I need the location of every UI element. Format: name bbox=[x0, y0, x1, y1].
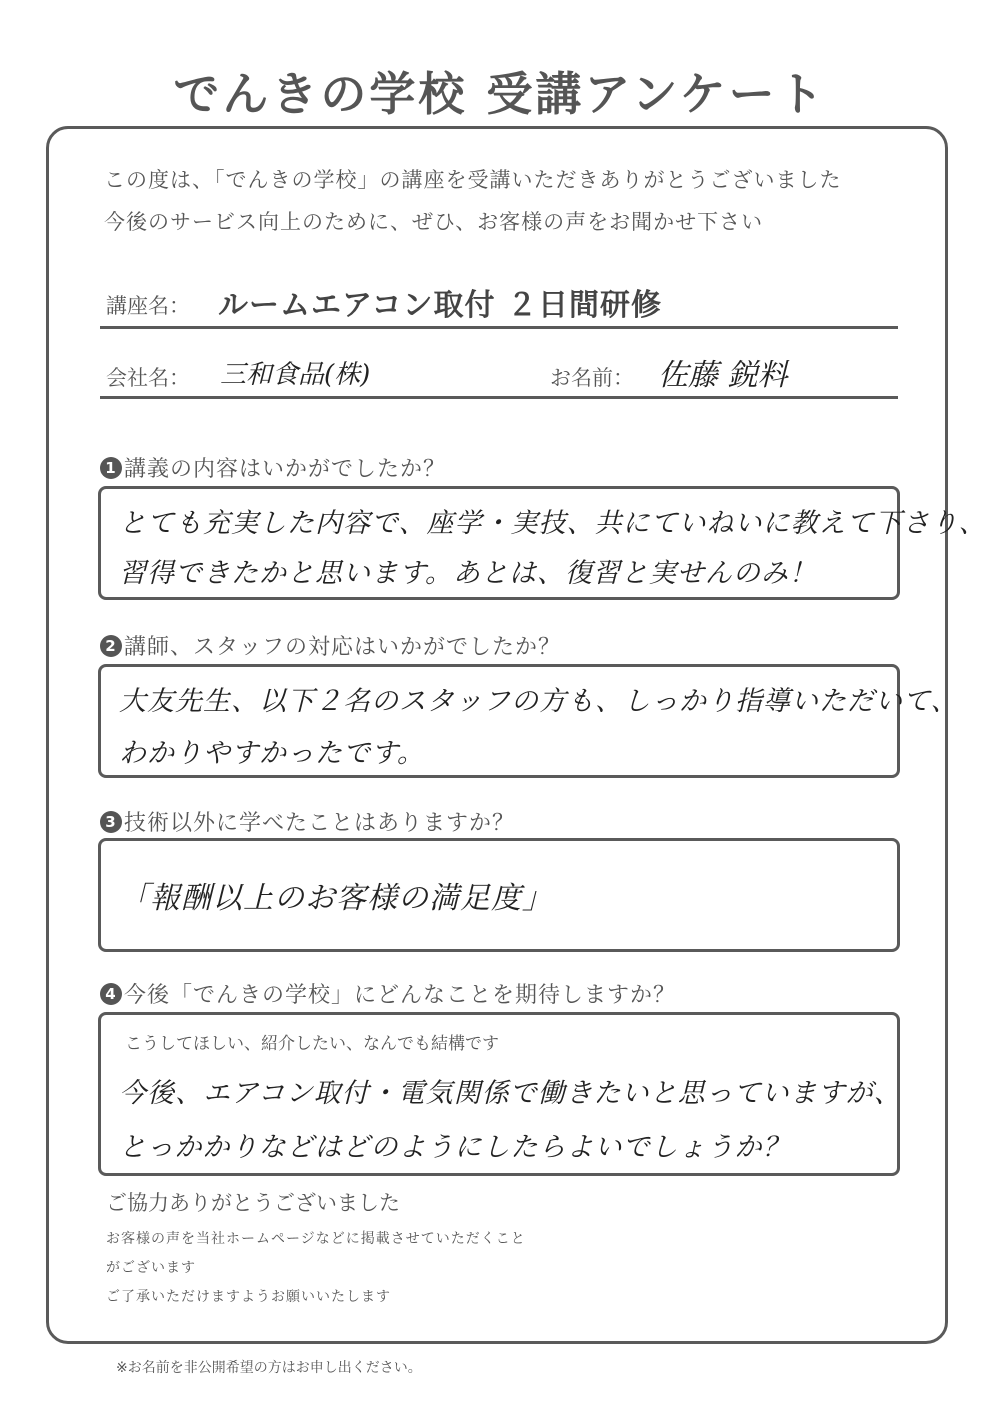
question-4-number: 4 bbox=[100, 983, 122, 1005]
question-3-text: 技術以外に学べたことはありますか？ bbox=[124, 811, 516, 836]
note-line-2: がございます bbox=[106, 1260, 196, 1276]
company-label: 会社名： bbox=[106, 366, 190, 390]
answer-1-line-2: 習得できたかと思います。あとは、復習と実せんのみ！ bbox=[119, 558, 817, 589]
name-label: お名前： bbox=[550, 366, 634, 390]
survey-title: でんきの学校 受講アンケート bbox=[173, 67, 827, 121]
answer-4-line-1: 今後、エアコン取付・電気関係で働きたいと思っていますが、 bbox=[119, 1078, 902, 1109]
answer-4-box bbox=[98, 1012, 900, 1176]
question-1-title bbox=[100, 452, 446, 483]
question-4-text: 今後「でんきの学校」にどんなことを期待しますか？ bbox=[124, 983, 677, 1008]
company-name-field bbox=[100, 356, 898, 399]
thanks-text: ご協力ありがとうございました bbox=[106, 1191, 400, 1215]
question-3-title bbox=[100, 806, 515, 837]
answer-3-box bbox=[98, 838, 900, 952]
course-value: ルームエアコン取付 ２日間研修 bbox=[218, 288, 662, 323]
answer-1-box bbox=[98, 486, 987, 600]
name-value: 佐藤 鋭料 bbox=[658, 358, 788, 393]
question-2-number: 2 bbox=[100, 635, 122, 657]
answer-4-line-2: とっかかりなどはどのようにしたらよいでしょうか？ bbox=[119, 1132, 791, 1163]
note-line-3: ご了承いただけますようお願いいたします bbox=[106, 1289, 391, 1305]
answer-1-line-1: とても充実した内容で、座学・実技、共にていねいに教えて下さり、 bbox=[119, 508, 987, 539]
note-line-1: お客様の声を当社ホームページなどに掲載させていただくこと bbox=[106, 1231, 526, 1247]
question-1-number: 1 bbox=[100, 457, 122, 479]
question-1-text: 講義の内容はいかがでしたか？ bbox=[124, 457, 447, 482]
question-4-title bbox=[100, 978, 676, 1009]
answer-3-line-1: 「報酬以上のお客様の満足度」 bbox=[119, 881, 553, 916]
answer-2-box bbox=[98, 664, 959, 778]
question-2-title bbox=[100, 630, 561, 661]
answer-2-line-1: 大友先生、以下２名のスタッフの方も、しっかり指導いただいて、 bbox=[119, 686, 959, 717]
course-field bbox=[100, 286, 898, 329]
answer-2-line-2: わかりやすかったです。 bbox=[119, 738, 425, 769]
intro-line-1: この度は、「でんきの学校」の講座を受講いただきありがとうございました bbox=[104, 168, 842, 192]
privacy-footnote: ※お名前を非公開希望の方はお申し出ください。 bbox=[116, 1360, 422, 1376]
question-3-number: 3 bbox=[100, 811, 122, 833]
question-2-text: 講師、スタッフの対応はいかがでしたか？ bbox=[124, 635, 562, 660]
answer-4-hint: こうしてほしい、紹介したい、なんでも結構です bbox=[125, 1034, 499, 1054]
intro-line-2: 今後のサービス向上のために、ぜひ、お客様の声をお聞かせ下さい bbox=[104, 210, 764, 234]
company-value: 三和食品(株) bbox=[220, 360, 371, 390]
course-label: 講座名： bbox=[106, 294, 190, 318]
